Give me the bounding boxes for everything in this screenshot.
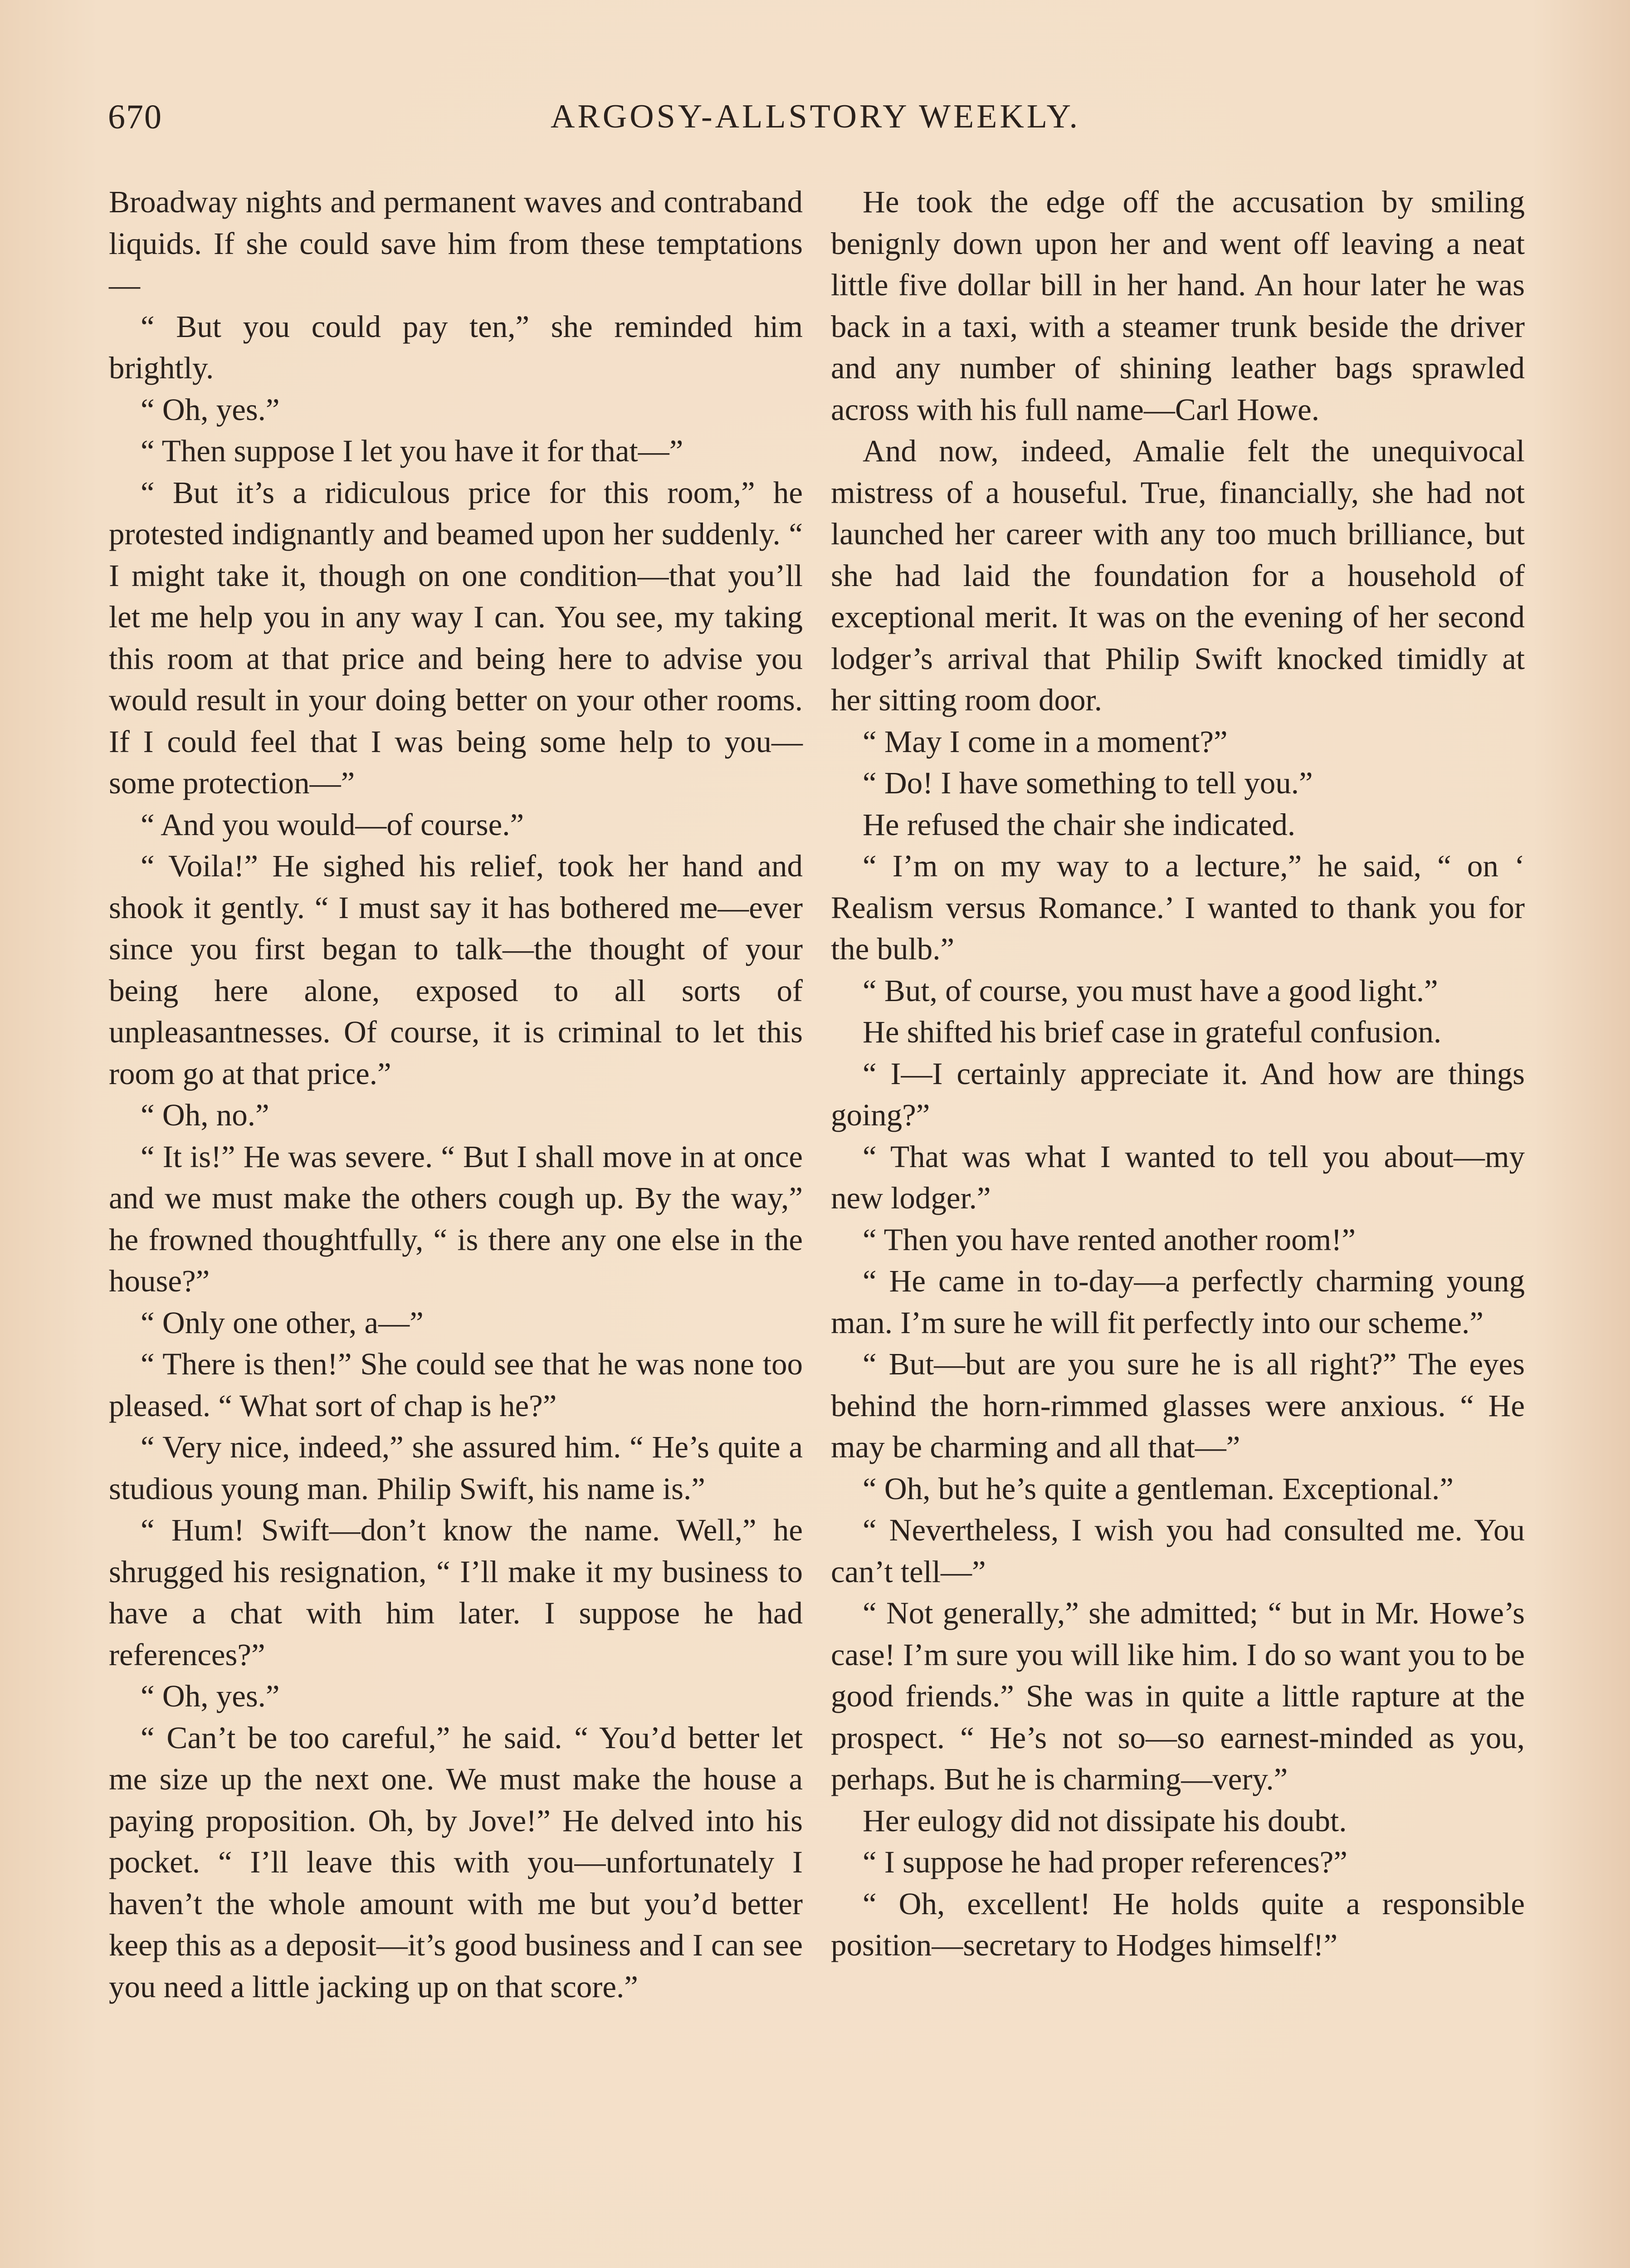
paragraph: “ Voila!” He sighed his relief, took her hand and shook it gently. “ I must say it has bothered me—ever since you first began to talk—the thought of your being here alone, exposed to all sorts of unpleasantnesses. Of course, it is criminal to let this room go at that price.” <box>109 849 803 1091</box>
paragraph: “ May I come in a moment?” <box>863 724 1228 759</box>
paragraph: He took the edge off the accusation by smiling benignly down upon her and went off leaving a neat little five dollar bill in her hand. An hour later he was back in a taxi, with a steamer trunk beside the driver and any number of shining leather bags sprawled across with his full name—Carl Howe. <box>831 185 1525 427</box>
paragraph: “ Oh, excellent! He holds quite a responsible position—secretary to Hodges himself!” <box>831 1886 1525 1962</box>
paragraph: “ Very nice, indeed,” she assured him. “ He’s quite a studious young man. Philip Swift, his name is.” <box>109 1430 803 1506</box>
paragraph: “ I suppose he had proper references?” <box>863 1845 1347 1879</box>
paragraph: “ Nevertheless, I wish you had consulted me. You can’t tell—” <box>831 1513 1525 1589</box>
paragraph: “ He came in to-day—a perfectly charming young man. I’m sure he will fit perfectly into our scheme.” <box>831 1264 1525 1340</box>
paragraph: He refused the chair she indicated. <box>863 807 1296 842</box>
paragraph: He shifted his brief case in grateful confusion. <box>863 1015 1442 1049</box>
paragraph: And now, indeed, Amalie felt the unequivocal mistress of a houseful. True, financially, she had not launched her career with any too much brilliance, but she had laid the foundation for a household of exceptional merit. It was on the evening of her second lodger’s arrival that Philip Swift knocked timidly at her sitting room door. <box>831 434 1525 717</box>
right-column <box>831 181 1525 1966</box>
paragraph: “ But you could pay ten,” she reminded him brightly. <box>109 309 803 385</box>
paragraph: “ Only one other, a—” <box>141 1305 424 1340</box>
paragraph: “ Do! I have something to tell you.” <box>863 766 1313 800</box>
page-header <box>108 98 1523 147</box>
paragraph: “ There is then!” She could see that he was none too pleased. “ What sort of chap is he?” <box>109 1347 803 1423</box>
paragraph: “ Then you have rented another room!” <box>863 1222 1356 1257</box>
paragraph: “ Not generally,” she admitted; “ but in Mr. Howe’s case! I’m sure you will like him. I do so want you to be good friends.” She was in quite a little rapture at the prospect. “ He’s not so—so earnest-minded as you, perhaps. But he is charming—very.” <box>831 1596 1525 1796</box>
paragraph: “ I’m on my way to a lecture,” he said, “ on ‘ Realism versus Romance.’ I wanted to thank you for the bulb.” <box>831 849 1525 966</box>
left-column <box>109 181 803 2008</box>
paragraph: Her eulogy did not dissipate his doubt. <box>863 1803 1347 1838</box>
running-head: ARGOSY-ALLSTORY WEEKLY. <box>550 98 1081 135</box>
page-number: 670 <box>108 98 162 136</box>
paragraph: “ I—I certainly appreciate it. And how are things going?” <box>831 1056 1525 1132</box>
paragraph: “ And you would—of course.” <box>141 807 524 842</box>
paragraph: “ But—but are you sure he is all right?” The eyes behind the horn-rimmed glasses were anxious. “ He may be charming and all that—” <box>831 1347 1525 1464</box>
paragraph: “ Then suppose I let you have it for that—” <box>141 434 683 468</box>
paragraph: “ That was what I wanted to tell you about—my new lodger.” <box>831 1139 1525 1215</box>
paragraph: “ Can’t be too careful,” he said. “ You’d better let me size up the next one. We must make the house a paying proposition. Oh, by Jove!” He delved into his pocket. “ I’ll leave this with you—unfortunately I haven’t the whole amount with me but you’d better keep this as a deposit—it’s good business and I can see you need a little jacking up on that score.” <box>109 1720 803 2004</box>
paragraph: “ Oh, but he’s quite a gentleman. Exceptional.” <box>863 1471 1454 1506</box>
paragraph: Broadway nights and permanent waves and contraband liquids. If she could save him from these temptations— <box>109 185 803 302</box>
paragraph: “ Oh, yes.” <box>141 392 280 427</box>
paragraph: “ Oh, no.” <box>141 1098 269 1132</box>
paragraph: “ Hum! Swift—don’t know the name. Well,” he shrugged his resignation, “ I’ll make it my business to have a chat with him later. I suppose he had references?” <box>109 1513 803 1672</box>
paragraph: “ But, of course, you must have a good light.” <box>863 973 1438 1008</box>
paragraph: “ It is!” He was severe. “ But I shall move in at once and we must make the others cough up. By the way,” he frowned thoughtfully, “ is there any one else in the house?” <box>109 1139 803 1298</box>
paragraph: “ Oh, yes.” <box>141 1679 280 1713</box>
paragraph: “ But it’s a ridiculous price for this room,” he protested indignantly and beamed upon her suddenly. “ I might take it, though on one condition—that you’ll let me help you in any way I can. You see, my taking this room at that price and being here to advise you would result in your doing better on your other rooms. If I could feel that I was being some help to you—some protection—” <box>109 475 803 800</box>
